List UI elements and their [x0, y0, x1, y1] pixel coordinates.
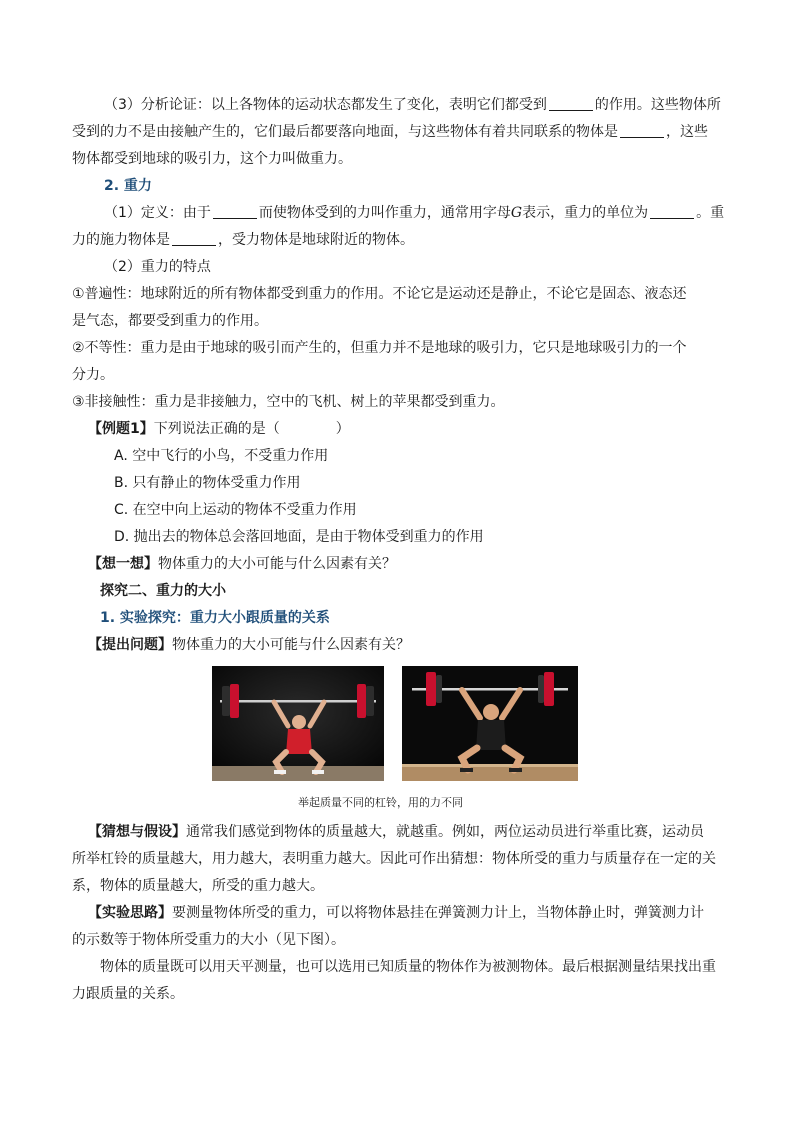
photo-caption: 举起质量不同的杠铃，用的力不同 [298, 796, 463, 809]
gravity-heading: 2. 重力 [104, 178, 152, 194]
analysis-paragraph-line3: 物体都受到地球的吸引力，这个力叫做重力。 [72, 151, 352, 167]
feature-universality-line1: ①普遍性：地球附近的所有物体都受到重力的作用。不论它是运动还是静止，不论它是固态、液态还 [72, 286, 687, 302]
answer-blank[interactable] [549, 96, 593, 111]
weightlifter-photo-left [212, 666, 384, 781]
hypothesis-line2: 所举杠铃的质量越大，用力越大，表明重力越大。因此可作出猜想：物体所受的重力与质量存在一定的关 [72, 851, 716, 867]
features-title: （2）重力的特点 [104, 259, 211, 275]
explore2-heading: 探究二、重力的大小 [100, 583, 226, 599]
think-prompt: 【想一想】物体重力的大小可能与什么因素有关？ [88, 556, 396, 572]
option-d[interactable]: D. 抛出去的物体总会落回地面，是由于物体受到重力的作用 [114, 529, 484, 545]
feature-inequality-line1: ②不等性：重力是由于地球的吸引而产生的，但重力并不是地球的吸引力，它只是地球吸引力的一个 [72, 340, 687, 356]
option-c[interactable]: C. 在空中向上运动的物体不受重力作用 [114, 502, 357, 518]
feature-noncontact: ③非接触性：重力是非接触力，空中的飞机、树上的苹果都受到重力。 [72, 394, 505, 410]
option-b[interactable]: B. 只有静止的物体受重力作用 [114, 475, 301, 491]
mass-paragraph-line2: 力跟质量的关系。 [72, 986, 184, 1002]
example-question: 【例题1】下列说法正确的是（ ） [88, 421, 350, 437]
definition-line2: 力的施力物体是 ，受力物体是地球附近的物体。 [72, 232, 414, 248]
experiment-subheading: 1. 实验探究：重力大小跟质量的关系 [100, 610, 330, 626]
raise-question: 【提出问题】物体重力的大小可能与什么因素有关？ [88, 637, 410, 653]
definition-line1: （1）定义：由于 而使物体受到的力叫作重力，通常用字母G表示，重力的单位为 。重 [104, 205, 725, 221]
answer-blank[interactable] [620, 123, 664, 138]
mass-paragraph-line1: 物体的质量既可以用天平测量，也可以选用已知质量的物体作为被测物体。最后根据测量结果找出重 [100, 959, 716, 975]
weightlifter-photo-right [402, 666, 578, 781]
analysis-paragraph-line2: 受到的力不是由接触产生的，它们最后都要落向地面，与这些物体有着共同联系的物体是 ，这些 [72, 124, 708, 140]
option-a[interactable]: A. 空中飞行的小鸟，不受重力作用 [114, 448, 329, 464]
answer-blank[interactable] [213, 204, 257, 219]
hypothesis-line1: 【猜想与假设】通常我们感觉到物体的质量越大，就越重。例如，两位运动员进行举重比赛，运动员 [88, 824, 704, 840]
feature-inequality-line2: 分力。 [72, 367, 114, 383]
answer-blank[interactable] [172, 231, 216, 246]
hypothesis-line3: 系，物体的质量越大，所受的重力越大。 [72, 878, 324, 894]
analysis-paragraph-line1: （3）分析论证：以上各物体的运动状态都发生了变化，表明它们都受到 的作用。这些物体所 [104, 97, 721, 113]
feature-universality-line2: 是气态，都要受到重力的作用。 [72, 313, 268, 329]
idea-line1: 【实验思路】要测量物体所受的重力，可以将物体悬挂在弹簧测力计上，当物体静止时，弹簧测力计 [88, 905, 704, 921]
answer-blank[interactable] [650, 204, 694, 219]
idea-line2: 的示数等于物体所受重力的大小（见下图）。 [72, 932, 345, 948]
